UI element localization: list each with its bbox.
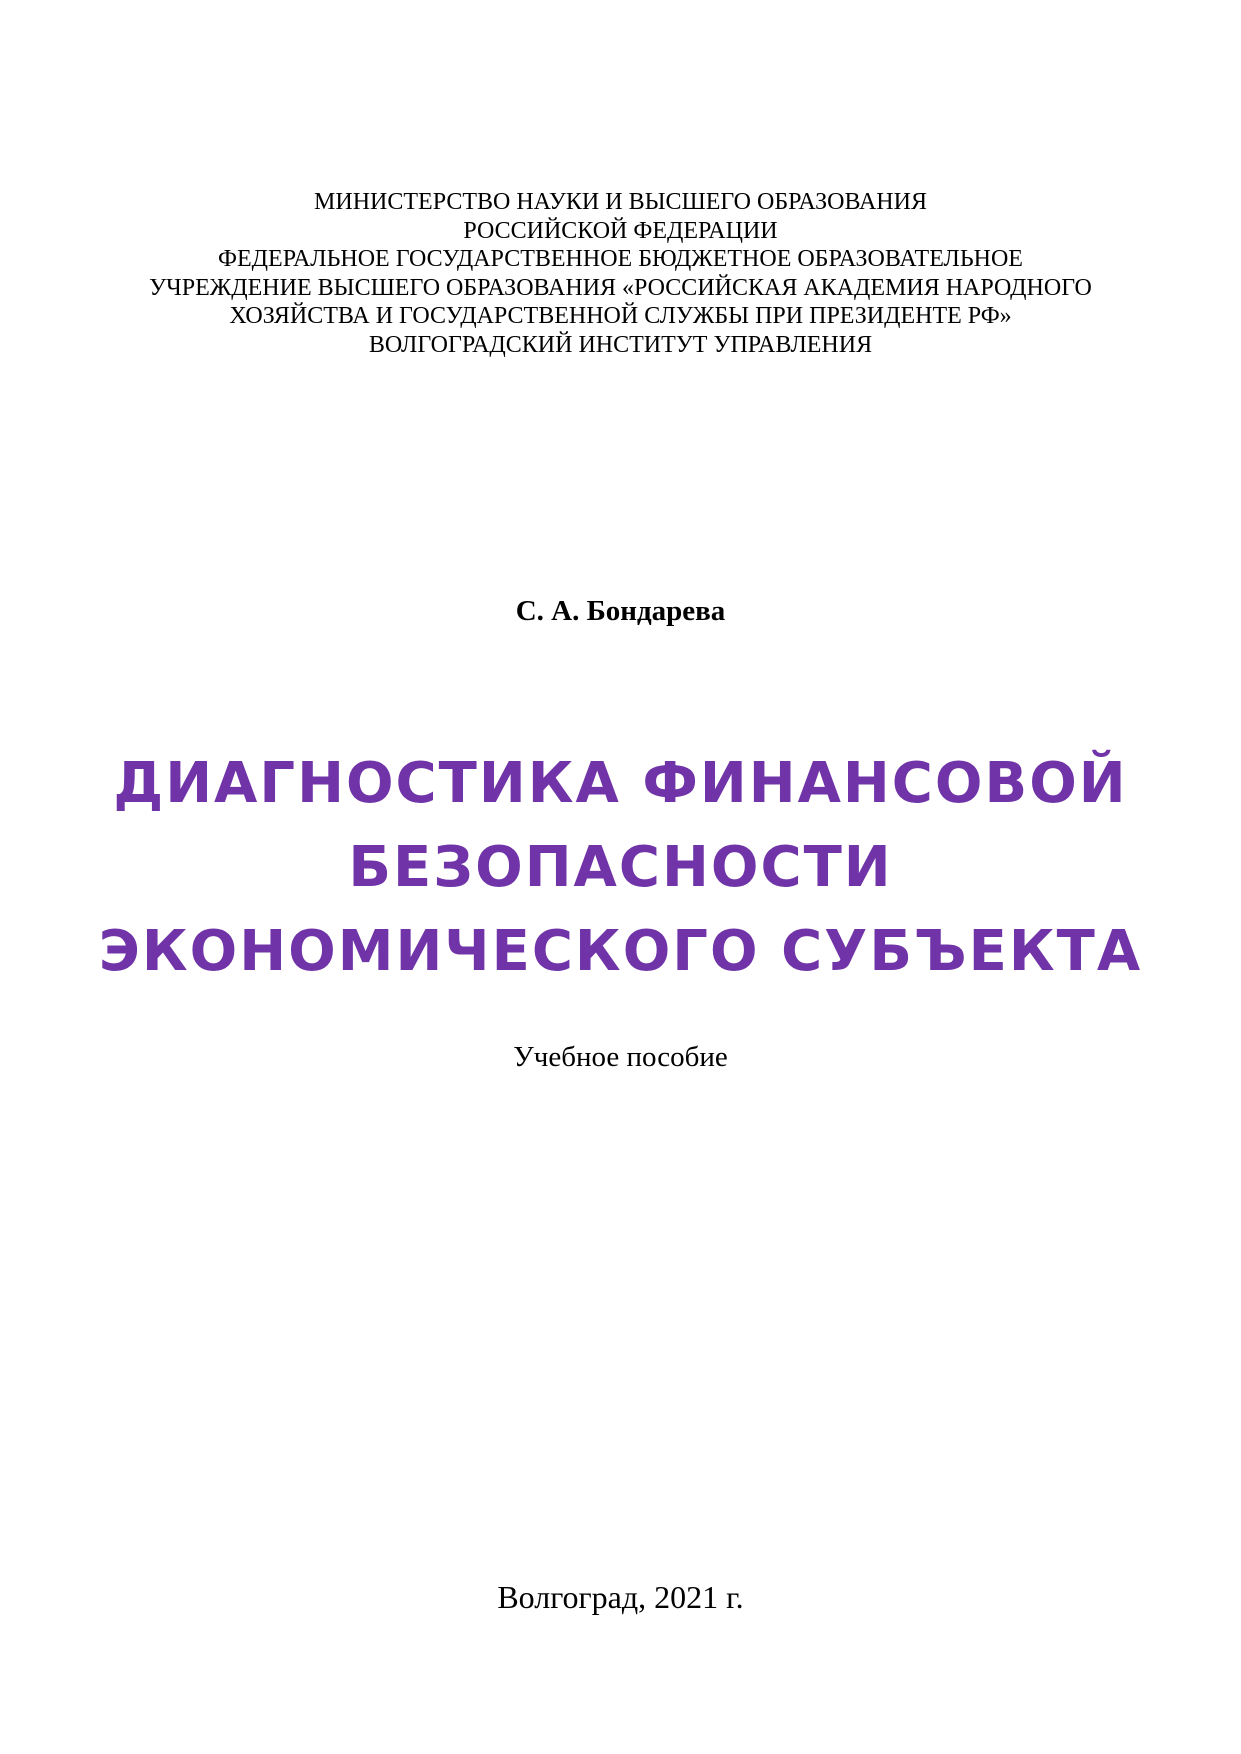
institution-header	[0, 188, 1241, 359]
header-line: ВОЛГОГРАДСКИЙ ИНСТИТУТ УПРАВЛЕНИЯ	[368, 331, 873, 358]
header-line: МИНИСТЕРСТВО НАУКИ И ВЫСШЕГО ОБРАЗОВАНИЯ	[314, 189, 927, 215]
publication-type: Учебное пособие	[513, 1041, 728, 1073]
title-line: БЕЗОПАСНОСТИ	[348, 835, 893, 900]
title-line: ЭКОНОМИЧЕСКОГО СУБЪЕКТА	[98, 919, 1143, 984]
title-line: ДИАГНОСТИКА ФИНАНСОВОЙ	[113, 751, 1128, 816]
header-line: УЧРЕЖДЕНИЕ ВЫСШЕГО ОБРАЗОВАНИЯ «РОССИЙСКАЯ АКАДЕМИЯ НАРОДНОГО	[149, 274, 1092, 301]
book-title	[0, 742, 1241, 994]
header-line: ХОЗЯЙСТВА И ГОСУДАРСТВЕННОЙ СЛУЖБЫ ПРИ ПРЕЗИДЕНТЕ РФ»	[229, 303, 1012, 329]
header-line: ФЕДЕРАЛЬНОЕ ГОСУДАРСТВЕННОЕ БЮДЖЕТНОЕ ОБРАЗОВАТЕЛЬНОЕ	[218, 246, 1023, 272]
city-year: Волгоград, 2021 г.	[497, 1579, 744, 1615]
header-line: РОССИЙСКОЙ ФЕДЕРАЦИИ	[463, 217, 778, 244]
author-name: С. А. Бондарева	[515, 595, 726, 627]
